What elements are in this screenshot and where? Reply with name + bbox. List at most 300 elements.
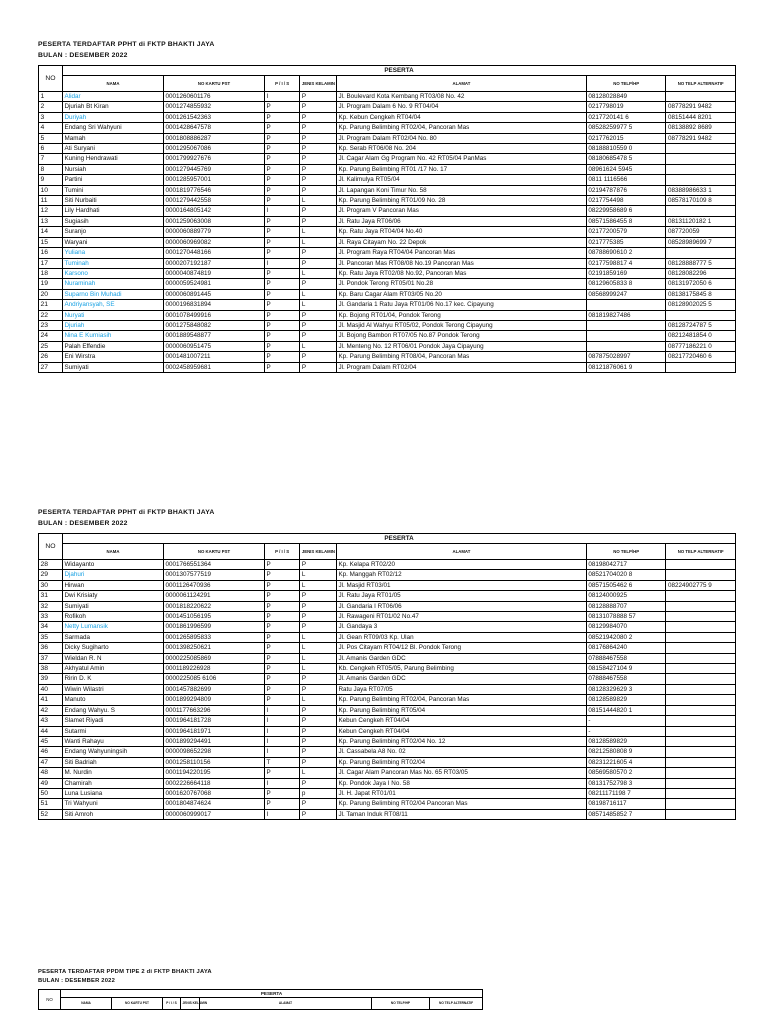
cell-no: 39 bbox=[39, 674, 63, 684]
table-row bbox=[39, 622, 736, 632]
cell-alamat: Jl. Program Raya RT04/04 Pancoran Mas bbox=[336, 248, 586, 258]
cell-nama: Duriyah bbox=[62, 112, 163, 122]
cell-telp-alt bbox=[666, 591, 736, 601]
cell-kartu: 0000059524981 bbox=[163, 279, 264, 289]
cell-pis: I bbox=[264, 705, 299, 715]
cell-telp: 08521942080 2 bbox=[586, 632, 666, 642]
cell-telp-alt bbox=[666, 695, 736, 705]
cell-no: 32 bbox=[39, 601, 63, 611]
cell-nama: Palah Effendie bbox=[62, 341, 163, 351]
table-row bbox=[39, 216, 736, 226]
cell-kartu: 0000207192187 bbox=[163, 258, 264, 268]
cell-alamat: Jl. Amanis Garden GDC bbox=[336, 674, 586, 684]
cell-jenis-kelamin: L bbox=[300, 289, 337, 299]
cell-alamat: Kp. Parung Belimbing RT05/04 bbox=[336, 705, 586, 715]
cell-no: 37 bbox=[39, 653, 63, 663]
cell-telp: 08198716117 bbox=[586, 799, 666, 809]
cell-alamat: Kp. Pondok Jaya I No. 58 bbox=[336, 778, 586, 788]
cell-no: 22 bbox=[39, 310, 63, 320]
cell-pis: P bbox=[264, 112, 299, 122]
cell-pis: P bbox=[264, 248, 299, 258]
cell-pis: P bbox=[264, 643, 299, 653]
cell-telp: 07888467558 bbox=[586, 674, 666, 684]
col-header-telp-alt: NO TELP ALTERNATIF bbox=[666, 76, 736, 92]
cell-alamat: Kp. Bojong RT01/04, Pondok Terong bbox=[336, 310, 586, 320]
cell-jenis-kelamin: P bbox=[300, 362, 337, 372]
table-row bbox=[39, 258, 736, 268]
cell-kartu: 0001766551364 bbox=[163, 560, 264, 570]
cell-no: 40 bbox=[39, 684, 63, 694]
cell-telp: 08212580808 9 bbox=[586, 747, 666, 757]
section-ppht-2 bbox=[38, 507, 736, 820]
cell-kartu: 0001078499916 bbox=[163, 310, 264, 320]
cell-no: 41 bbox=[39, 695, 63, 705]
cell-nama: Sutarmi bbox=[62, 726, 163, 736]
cell-pis: P bbox=[264, 695, 299, 705]
cell-kartu: 0001285957001 bbox=[163, 175, 264, 185]
cell-no: 25 bbox=[39, 341, 63, 351]
group-header: PESERTA bbox=[62, 534, 735, 544]
cell-telp-alt bbox=[666, 632, 736, 642]
cell-pis: P bbox=[264, 175, 299, 185]
cell-nama: Sumiyati bbox=[62, 362, 163, 372]
cell-telp: 08131752798 3 bbox=[586, 778, 666, 788]
cell-telp: 087875028997 bbox=[586, 352, 666, 362]
cell-nama: Mamah bbox=[62, 133, 163, 143]
table-row bbox=[39, 695, 736, 705]
cell-jenis-kelamin: P bbox=[300, 248, 337, 258]
cell-telp: 08521704020 8 bbox=[586, 570, 666, 580]
cell-nama: Widayanto bbox=[62, 560, 163, 570]
table-row bbox=[39, 705, 736, 715]
cell-jenis-kelamin: P bbox=[300, 92, 337, 102]
cell-jenis-kelamin: P bbox=[300, 601, 337, 611]
cell-jenis-kelamin: P bbox=[300, 206, 337, 216]
cell-pis: P bbox=[264, 289, 299, 299]
cell-kartu: 0001261542363 bbox=[163, 112, 264, 122]
cell-jenis-kelamin: P bbox=[300, 747, 337, 757]
cell-no: 35 bbox=[39, 632, 63, 642]
cell-pis: P bbox=[264, 154, 299, 164]
table-row bbox=[39, 164, 736, 174]
cell-kartu: 0001274855932 bbox=[163, 102, 264, 112]
cell-telp-alt bbox=[666, 154, 736, 164]
cell-telp-alt bbox=[666, 768, 736, 778]
cell-telp: 08121876061 9 bbox=[586, 362, 666, 372]
cell-telp: 08571485852 7 bbox=[586, 809, 666, 819]
cell-telp-alt: 08128888777 5 bbox=[666, 258, 736, 268]
cell-nama: Endang Wahyu. S bbox=[62, 705, 163, 715]
cell-kartu: 0000060951475 bbox=[163, 341, 264, 351]
cell-telp-alt: 08778291 9482 bbox=[666, 133, 736, 143]
cell-kartu: 0000060969082 bbox=[163, 237, 264, 247]
cell-jenis-kelamin: p bbox=[300, 788, 337, 798]
cell-jenis-kelamin: L bbox=[300, 643, 337, 653]
cell-no: 33 bbox=[39, 612, 63, 622]
table-row bbox=[39, 341, 736, 351]
cell-nama: Siti Amroh bbox=[62, 809, 163, 819]
col-header-jenis-kelamin: JENIS KELAMIN bbox=[181, 998, 200, 1010]
cell-alamat: Kp. Serab RT06/08 No. 204 bbox=[336, 144, 586, 154]
cell-alamat: Kb. Cengkeh RT05/05, Parung Belimbing bbox=[336, 664, 586, 674]
cell-pis: P bbox=[264, 632, 299, 642]
cell-kartu: 0001899294491 bbox=[163, 736, 264, 746]
cell-telp: 08188810559 0 bbox=[586, 144, 666, 154]
cell-alamat: Jl. Pos Citayam RT04/12 Bl. Pondok Terong bbox=[336, 643, 586, 653]
table-row bbox=[39, 736, 736, 746]
cell-telp: 08569580570 2 bbox=[586, 768, 666, 778]
cell-kartu: 0002458959681 bbox=[163, 362, 264, 372]
cell-telp-alt: 08778291 9482 bbox=[666, 102, 736, 112]
table-row bbox=[39, 144, 736, 154]
cell-kartu: 0000061124291 bbox=[163, 591, 264, 601]
cell-jenis-kelamin: P bbox=[300, 560, 337, 570]
table-row bbox=[39, 664, 736, 674]
cell-nama: Sugiasih bbox=[62, 216, 163, 226]
section-title: PESERTA TERDAFTAR PPHT di FKTP BHAKTI JAYA bbox=[38, 41, 215, 48]
cell-nama: Tuminah bbox=[62, 258, 163, 268]
participant-table bbox=[38, 533, 736, 820]
cell-telp-alt bbox=[666, 664, 736, 674]
cell-kartu: 0001279445769 bbox=[163, 164, 264, 174]
cell-jenis-kelamin: P bbox=[300, 310, 337, 320]
cell-nama: Djuriah bbox=[62, 320, 163, 330]
table-row bbox=[39, 112, 736, 122]
cell-pis: P bbox=[264, 331, 299, 341]
table-row bbox=[39, 289, 736, 299]
table-row bbox=[39, 674, 736, 684]
cell-pis: P bbox=[264, 185, 299, 195]
cell-nama: Wieldan R. N bbox=[62, 653, 163, 663]
cell-no: 43 bbox=[39, 716, 63, 726]
cell-alamat: Kp. Parung Belimbing RT02/04 bbox=[336, 757, 586, 767]
cell-alamat: Kp. Parung Belimbing RT02/04, Pancoran Mas bbox=[336, 695, 586, 705]
cell-kartu: 0001177663296 bbox=[163, 705, 264, 715]
cell-telp: 08128589829 bbox=[586, 736, 666, 746]
cell-telp-alt bbox=[666, 736, 736, 746]
cell-alamat: Jl. Ratu Jaya RT06/06 bbox=[336, 216, 586, 226]
cell-telp-alt bbox=[666, 248, 736, 258]
cell-jenis-kelamin: L bbox=[300, 653, 337, 663]
cell-no: 42 bbox=[39, 705, 63, 715]
cell-alamat: Jl. Masjid RT03/01 bbox=[336, 580, 586, 590]
cell-telp: 08151444820 1 bbox=[586, 705, 666, 715]
table-row bbox=[39, 778, 736, 788]
cell-pis: P bbox=[264, 768, 299, 778]
cell-kartu: 0000060889779 bbox=[163, 227, 264, 237]
cell-telp: 08788690610 2 bbox=[586, 248, 666, 258]
cell-alamat: Jl. Gean RT09/03 Kp. Ulan bbox=[336, 632, 586, 642]
cell-kartu: 0001481007211 bbox=[163, 352, 264, 362]
cell-no: 45 bbox=[39, 736, 63, 746]
table-row bbox=[39, 591, 736, 601]
col-header-jenis-kelamin: JENIS KELAMIN bbox=[300, 76, 337, 92]
cell-telp: 02191859169 bbox=[586, 268, 666, 278]
cell-no: 9 bbox=[39, 175, 63, 185]
cell-nama: Netty Lumansik bbox=[62, 622, 163, 632]
cell-telp bbox=[586, 300, 666, 310]
cell-telp-alt: 08128902025 5 bbox=[666, 300, 736, 310]
cell-kartu: 0000225085869 bbox=[163, 653, 264, 663]
cell-telp-alt bbox=[666, 601, 736, 611]
col-header-pis: P / I / S bbox=[264, 76, 299, 92]
table-row bbox=[39, 331, 736, 341]
cell-alamat: Jl. H. Japat RT01/01 bbox=[336, 788, 586, 798]
cell-telp: 0217720141 6 bbox=[586, 112, 666, 122]
cell-pis: P bbox=[264, 341, 299, 351]
cell-alamat: Jl. Gandaria I RT06/06 bbox=[336, 601, 586, 611]
cell-no: 46 bbox=[39, 747, 63, 757]
table-row bbox=[39, 227, 736, 237]
cell-alamat: Jl. Cagar Alam Gg Program No. 42 RT05/04 PanMas bbox=[336, 154, 586, 164]
section-subtitle: BULAN : DESEMBER 2022 bbox=[38, 978, 115, 984]
table-row bbox=[39, 684, 736, 694]
cell-pis: P bbox=[264, 570, 299, 580]
cell-telp-alt bbox=[666, 164, 736, 174]
cell-no: 8 bbox=[39, 164, 63, 174]
col-header-telp: NO TELP/HP bbox=[372, 998, 430, 1010]
cell-nama: Luna Lusiana bbox=[62, 788, 163, 798]
cell-telp-alt: 08217720460 6 bbox=[666, 352, 736, 362]
section-title: PESERTA TERDAFTAR PPHT di FKTP BHAKTI JAYA bbox=[38, 509, 215, 516]
cell-jenis-kelamin: L bbox=[300, 227, 337, 237]
cell-no: 23 bbox=[39, 320, 63, 330]
table-row bbox=[39, 799, 736, 809]
cell-jenis-kelamin: P bbox=[300, 612, 337, 622]
cell-telp-alt: 08212481854 0 bbox=[666, 331, 736, 341]
cell-kartu: 0001279442558 bbox=[163, 196, 264, 206]
cell-kartu: 0001194220195 bbox=[163, 768, 264, 778]
cell-telp-alt bbox=[666, 757, 736, 767]
cell-telp-alt bbox=[666, 206, 736, 216]
cell-jenis-kelamin: P bbox=[300, 726, 337, 736]
cell-alamat: Jl. Gandaya 3 bbox=[336, 622, 586, 632]
cell-alamat: Jl. Ratu Jaya RT01/05 bbox=[336, 591, 586, 601]
cell-telp: 08571586455 8 bbox=[586, 216, 666, 226]
cell-telp: 08211171198 7 bbox=[586, 788, 666, 798]
cell-pis: P bbox=[264, 310, 299, 320]
cell-no: 4 bbox=[39, 123, 63, 133]
cell-alamat: Kp. Parung Belimbing RT01/09 No. 28 bbox=[336, 196, 586, 206]
cell-nama: Yuliana bbox=[62, 248, 163, 258]
table-row bbox=[39, 206, 736, 216]
group-header: PESERTA bbox=[62, 66, 735, 76]
cell-alamat: Jl. Cagar Alam Pancoran Mas No. 65 RT03/05 bbox=[336, 768, 586, 778]
cell-pis: P bbox=[264, 300, 299, 310]
cell-nama: Hirwan bbox=[62, 580, 163, 590]
cell-telp-alt bbox=[666, 560, 736, 570]
cell-pis: P bbox=[264, 362, 299, 372]
cell-alamat: Kp. Kelapa RT02/20 bbox=[336, 560, 586, 570]
table-row bbox=[39, 248, 736, 258]
cell-telp: 07888467558 bbox=[586, 653, 666, 663]
cell-kartu: 0000098652298 bbox=[163, 747, 264, 757]
cell-no: 30 bbox=[39, 580, 63, 590]
cell-jenis-kelamin: P bbox=[300, 123, 337, 133]
cell-no: 15 bbox=[39, 237, 63, 247]
cell-pis: P bbox=[264, 352, 299, 362]
cell-pis: P bbox=[264, 164, 299, 174]
cell-telp: 08568999247 bbox=[586, 289, 666, 299]
cell-jenis-kelamin: P bbox=[300, 705, 337, 715]
cell-telp: 0217775385 bbox=[586, 237, 666, 247]
cell-jenis-kelamin: P bbox=[300, 736, 337, 746]
cell-nama: M. Nurdin bbox=[62, 768, 163, 778]
cell-kartu: 0001818220622 bbox=[163, 601, 264, 611]
cell-kartu: 0001275848082 bbox=[163, 320, 264, 330]
cell-telp: 08229958689 6 bbox=[586, 206, 666, 216]
col-header-telp: NO TELP/HP bbox=[586, 544, 666, 560]
cell-nama: Sumiyati bbox=[62, 601, 163, 611]
cell-pis: P bbox=[264, 684, 299, 694]
cell-telp: 08158427104 9 bbox=[586, 664, 666, 674]
cell-nama: Sarmada bbox=[62, 632, 163, 642]
table-row bbox=[39, 310, 736, 320]
cell-no: 13 bbox=[39, 216, 63, 226]
cell-alamat: Jl. Program V Pancoran Mas bbox=[336, 206, 586, 216]
cell-kartu: 0001804874624 bbox=[163, 799, 264, 809]
cell-jenis-kelamin: L bbox=[300, 237, 337, 247]
cell-telp: 08128329629 3 bbox=[586, 684, 666, 694]
cell-telp-alt bbox=[666, 643, 736, 653]
cell-telp: - bbox=[586, 726, 666, 736]
cell-telp: 02177200579 bbox=[586, 227, 666, 237]
cell-kartu: 0002226664118 bbox=[163, 778, 264, 788]
cell-jenis-kelamin: P bbox=[300, 185, 337, 195]
table-row bbox=[39, 612, 736, 622]
cell-no: 10 bbox=[39, 185, 63, 195]
col-header-pis: P / I / S bbox=[264, 544, 299, 560]
col-header-telp: NO TELP/HP bbox=[586, 76, 666, 92]
cell-nama: Dwi Krisiaty bbox=[62, 591, 163, 601]
col-header-kartu: NO KARTU PST bbox=[163, 544, 264, 560]
cell-no: 3 bbox=[39, 112, 63, 122]
cell-telp-alt: 08128082296 bbox=[666, 268, 736, 278]
col-header-telp-alt: NO TELP ALTERNATIF bbox=[666, 544, 736, 560]
table-row bbox=[39, 580, 736, 590]
table-body bbox=[39, 560, 736, 820]
cell-pis: P bbox=[264, 560, 299, 570]
cell-telp-alt bbox=[666, 310, 736, 320]
cell-telp-alt: 08138175845 8 bbox=[666, 289, 736, 299]
table-row bbox=[39, 768, 736, 778]
cell-nama: Alidar bbox=[62, 92, 163, 102]
cell-nama: Ririn D. K bbox=[62, 674, 163, 684]
cell-nama: Tumini bbox=[62, 185, 163, 195]
cell-telp-alt: 08777186221 0 bbox=[666, 341, 736, 351]
cell-telp-alt bbox=[666, 92, 736, 102]
cell-pis: I bbox=[264, 258, 299, 268]
cell-pis: P bbox=[264, 622, 299, 632]
cell-telp: 0217754498 bbox=[586, 196, 666, 206]
cell-kartu: 0000164805142 bbox=[163, 206, 264, 216]
cell-no: 6 bbox=[39, 144, 63, 154]
cell-kartu: 0001457882699 bbox=[163, 684, 264, 694]
table-row bbox=[39, 757, 736, 767]
cell-telp: 08129984070 bbox=[586, 622, 666, 632]
cell-alamat: Jl. Program Dalam RT02/04 No. 80 bbox=[336, 133, 586, 143]
cell-nama: Tri Wahyuni bbox=[62, 799, 163, 809]
cell-telp-alt: 08138892 8689 bbox=[666, 123, 736, 133]
cell-alamat: Jl. Cassabela A8 No. 02 bbox=[336, 747, 586, 757]
cell-kartu: 0001451056195 bbox=[163, 612, 264, 622]
cell-telp bbox=[586, 341, 666, 351]
cell-nama: Ati Suryani bbox=[62, 144, 163, 154]
cell-jenis-kelamin: P bbox=[300, 320, 337, 330]
col-header-alamat: ALAMAT bbox=[336, 544, 586, 560]
cell-nama: Partini bbox=[62, 175, 163, 185]
table-row bbox=[39, 643, 736, 653]
cell-telp-alt bbox=[666, 144, 736, 154]
cell-jenis-kelamin: P bbox=[300, 757, 337, 767]
table-body bbox=[39, 92, 736, 373]
cell-no: 21 bbox=[39, 300, 63, 310]
cell-no: 34 bbox=[39, 622, 63, 632]
cell-kartu: 0001861996599 bbox=[163, 622, 264, 632]
cell-jenis-kelamin: P bbox=[300, 154, 337, 164]
cell-nama: Akhyatul Amin bbox=[62, 664, 163, 674]
table-row bbox=[39, 102, 736, 112]
cell-pis: P bbox=[264, 196, 299, 206]
cell-jenis-kelamin: P bbox=[300, 674, 337, 684]
table-row bbox=[39, 362, 736, 372]
cell-kartu: 0001126470936 bbox=[163, 580, 264, 590]
section-ppdm bbox=[38, 968, 483, 1010]
cell-nama: Wanti Rahayu bbox=[62, 736, 163, 746]
cell-alamat: Jl. Boulevard Kota Kembang RT03/08 No. 42 bbox=[336, 92, 586, 102]
cell-pis: P bbox=[264, 591, 299, 601]
cell-pis: I bbox=[264, 778, 299, 788]
cell-nama: Rofikoh bbox=[62, 612, 163, 622]
cell-nama: Suparno Bin Muhadi bbox=[62, 289, 163, 299]
cell-telp: 08961624 5945 bbox=[586, 164, 666, 174]
cell-kartu: 0001260601176 bbox=[163, 92, 264, 102]
cell-no: 18 bbox=[39, 268, 63, 278]
cell-nama: Nursiah bbox=[62, 164, 163, 174]
col-header-jenis-kelamin: JENIS KELAMIN bbox=[300, 544, 337, 560]
cell-jenis-kelamin: P bbox=[300, 684, 337, 694]
cell-no: 5 bbox=[39, 133, 63, 143]
cell-alamat: Jl. Program Dalam RT02/04 bbox=[336, 362, 586, 372]
cell-alamat: Jl. Bojong Bambon RT07/05 No.87 Pondok Terong bbox=[336, 331, 586, 341]
cell-kartu: 0000196831894 bbox=[163, 300, 264, 310]
cell-telp bbox=[586, 320, 666, 330]
cell-jenis-kelamin: L bbox=[300, 768, 337, 778]
cell-telp: 02177598817 4 bbox=[586, 258, 666, 268]
cell-no: 47 bbox=[39, 757, 63, 767]
cell-no: 11 bbox=[39, 196, 63, 206]
cell-telp-alt bbox=[666, 653, 736, 663]
cell-no: 51 bbox=[39, 799, 63, 809]
cell-nama: Chamirah bbox=[62, 778, 163, 788]
table-row bbox=[39, 268, 736, 278]
cell-telp-alt: 08224902775 9 bbox=[666, 580, 736, 590]
cell-kartu: 0000060999017 bbox=[163, 809, 264, 819]
table-row bbox=[39, 352, 736, 362]
cell-jenis-kelamin: P bbox=[300, 331, 337, 341]
cell-pis: I bbox=[264, 206, 299, 216]
section-subtitle: BULAN : DESEMBER 2022 bbox=[38, 520, 128, 527]
cell-alamat: Kp. Parung Belimbing RT02/04 No. 12 bbox=[336, 736, 586, 746]
cell-telp: 08131078888 57 bbox=[586, 612, 666, 622]
cell-jenis-kelamin: L bbox=[300, 196, 337, 206]
cell-pis: P bbox=[264, 664, 299, 674]
table-row bbox=[39, 788, 736, 798]
cell-nama: Lily Hardhati bbox=[62, 206, 163, 216]
cell-pis: P bbox=[264, 612, 299, 622]
cell-no: 20 bbox=[39, 289, 63, 299]
col-header-nama: NAMA bbox=[62, 76, 163, 92]
